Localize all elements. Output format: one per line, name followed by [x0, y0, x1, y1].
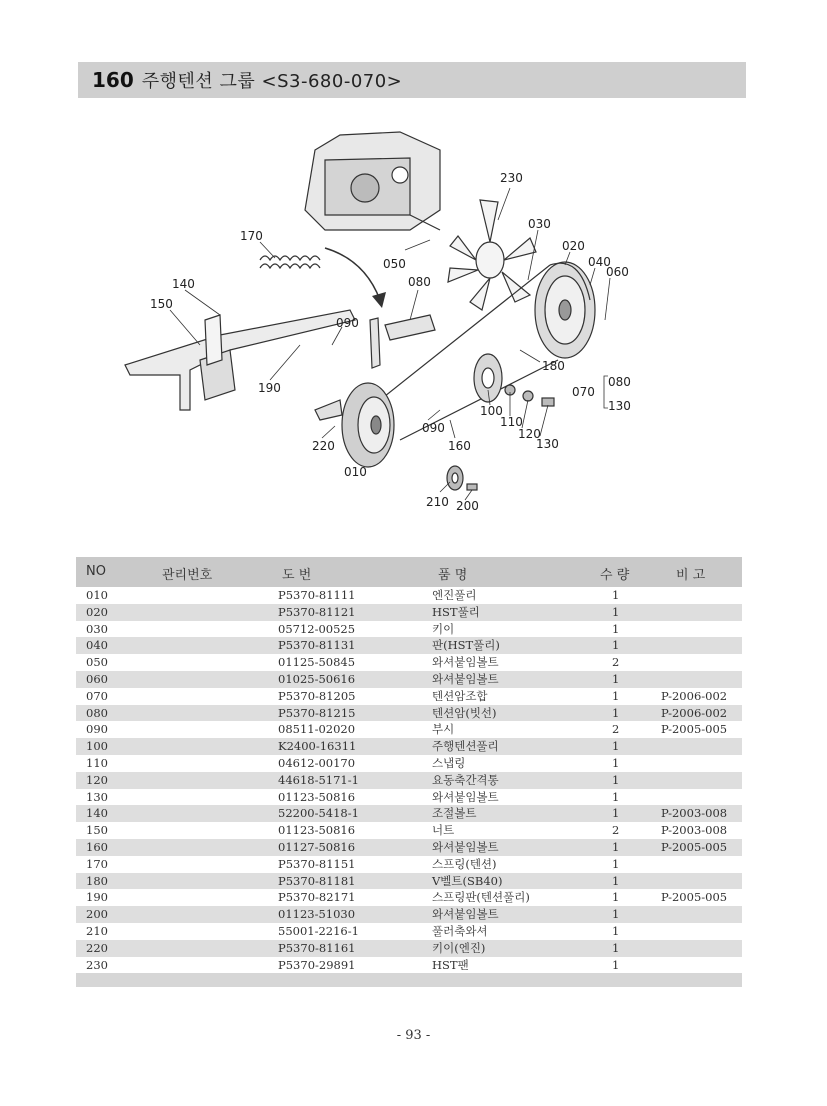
- cell-part-name: 스냅링: [432, 755, 466, 770]
- cell-part-name: 부시: [432, 722, 455, 737]
- cell-quantity: 2: [612, 823, 620, 838]
- callout-label: 080: [608, 375, 631, 389]
- cell-no: 100: [86, 739, 108, 754]
- callout-label: 080: [408, 275, 431, 289]
- col-no: NO: [86, 564, 106, 579]
- col-mgmt-no: 관리번호: [162, 568, 213, 583]
- callout-label: 030: [528, 217, 551, 231]
- cell-no: 220: [86, 940, 108, 955]
- cell-drawing-no: P5370-81215: [278, 705, 356, 720]
- cell-no: 230: [86, 957, 108, 972]
- cell-no: 190: [86, 890, 108, 905]
- callout-label: 150: [150, 297, 173, 311]
- table-row: [76, 940, 742, 957]
- cell-quantity: 1: [612, 588, 620, 602]
- cell-part-name: 엔진풀리: [432, 588, 477, 602]
- spring-170: [260, 256, 320, 268]
- col-quantity: 수 량: [600, 568, 630, 583]
- table-row: [76, 805, 742, 822]
- callout-label: 070: [572, 385, 595, 399]
- cell-drawing-no: 01025-50616: [278, 671, 356, 686]
- cell-part-name: 와셔붙임볼트: [432, 789, 499, 804]
- cell-quantity: 1: [612, 671, 620, 686]
- table-header: [76, 557, 742, 587]
- callout-label: 220: [312, 439, 335, 453]
- parts-table: [76, 557, 742, 987]
- table-row: [76, 738, 742, 755]
- cell-part-name: 와셔붙임볼트: [432, 839, 499, 854]
- callout-label: 130: [608, 399, 631, 413]
- cell-remarks: P-2006-002: [661, 705, 728, 720]
- callout-label: 170: [240, 229, 263, 243]
- section-title: 주행텐션 그룹 <S3-680-070>: [141, 71, 403, 92]
- cell-quantity: 1: [612, 940, 620, 955]
- table-row: [76, 839, 742, 856]
- page-number: - 93 -: [396, 1028, 431, 1043]
- table-row: [76, 789, 742, 806]
- cell-drawing-no: P5370-81131: [278, 638, 356, 653]
- cell-no: 090: [86, 722, 108, 737]
- cell-no: 180: [86, 873, 108, 888]
- cell-no: 200: [86, 907, 108, 922]
- cell-no: 080: [86, 705, 108, 720]
- callout-label: 110: [500, 415, 523, 429]
- callout-label: 120: [518, 427, 541, 441]
- cell-remarks: P-2003-008: [661, 823, 728, 838]
- table-row: [76, 604, 742, 621]
- table-row: [76, 923, 742, 940]
- cell-remarks: P-2003-008: [661, 806, 728, 821]
- cell-drawing-no: P5370-81151: [278, 856, 356, 871]
- cell-part-name: 와셔붙임볼트: [432, 907, 499, 922]
- cell-remarks: P-2005-005: [661, 722, 728, 737]
- callout-label: 230: [500, 171, 523, 185]
- section-number: 160: [92, 68, 134, 92]
- cell-quantity: 1: [612, 890, 620, 905]
- cell-drawing-no: P5370-81111: [278, 588, 356, 602]
- cell-quantity: 1: [612, 705, 620, 720]
- cell-part-name: 요동축간격통: [432, 772, 499, 787]
- cell-part-name: HST풀리: [432, 604, 480, 619]
- cell-part-name: 스프링판(텐션풀리): [432, 890, 530, 905]
- callout-label: 060: [606, 265, 629, 279]
- cell-remarks: P-2005-005: [661, 890, 728, 905]
- fan: [448, 200, 536, 310]
- cell-quantity: 1: [612, 856, 620, 871]
- table-row: [76, 822, 742, 839]
- cell-drawing-no: P5370-82171: [278, 890, 356, 905]
- cell-quantity: 1: [612, 957, 620, 972]
- callout-label: 010: [344, 465, 367, 479]
- cell-no: 210: [86, 923, 108, 938]
- cell-drawing-no: 05712-00525: [278, 621, 356, 636]
- callout-label: 100: [480, 404, 503, 418]
- cell-no: 120: [86, 772, 108, 787]
- callout-label: 090: [422, 421, 445, 435]
- cell-part-name: 텐션암(빗선): [432, 705, 497, 720]
- cell-part-name: 조절볼트: [432, 806, 477, 821]
- callout-label: 020: [562, 239, 585, 253]
- col-drawing-no: 도 번: [282, 568, 312, 583]
- cell-quantity: 1: [612, 839, 620, 854]
- cell-quantity: 1: [612, 873, 620, 888]
- callout-label: 190: [258, 381, 281, 395]
- callout-label: 130: [536, 437, 559, 451]
- cell-quantity: 1: [612, 604, 620, 619]
- table-row: [76, 957, 742, 974]
- cell-quantity: 2: [612, 655, 620, 670]
- table-row: [76, 873, 742, 890]
- cell-part-name: V벨트(SB40): [432, 873, 503, 888]
- cell-no: 040: [86, 638, 108, 653]
- callout-label: 090: [336, 316, 359, 330]
- cell-drawing-no: 01125-50845: [278, 655, 356, 670]
- callout-label: 210: [426, 495, 449, 509]
- cell-quantity: 2: [612, 722, 620, 737]
- cell-no: 050: [86, 655, 108, 670]
- col-remarks: 비 고: [676, 568, 706, 583]
- cell-no: 130: [86, 789, 108, 804]
- table-row: [76, 688, 742, 705]
- tension-arm: [370, 315, 435, 368]
- cell-quantity: 1: [612, 772, 620, 787]
- cell-drawing-no: 04612-00170: [278, 755, 356, 770]
- table-body: [76, 587, 742, 973]
- table-row: [76, 906, 742, 923]
- cell-no: 030: [86, 621, 108, 636]
- cell-no: 020: [86, 604, 108, 619]
- cell-drawing-no: 01127-50816: [278, 839, 356, 854]
- cell-drawing-no: P5370-29891: [278, 957, 356, 972]
- cell-drawing-no: P5370-81181: [278, 873, 356, 888]
- cell-no: 060: [86, 671, 108, 686]
- callout-label: 140: [172, 277, 195, 291]
- cell-drawing-no: 44618-5171-1: [278, 772, 359, 787]
- cell-part-name: 판(HST풀리): [432, 638, 500, 653]
- cell-quantity: 1: [612, 739, 620, 754]
- cell-no: 170: [86, 856, 108, 871]
- callout-label: 050: [383, 257, 406, 271]
- table-row: [76, 621, 742, 638]
- frame: [125, 310, 355, 410]
- cell-part-name: 와셔붙임볼트: [432, 655, 499, 670]
- table-row: [76, 671, 742, 688]
- cell-quantity: 1: [612, 923, 620, 938]
- engine-pulley: [315, 383, 394, 467]
- cell-drawing-no: 55001-2216-1: [278, 923, 359, 938]
- section-header: [78, 62, 746, 98]
- cell-no: 160: [86, 839, 108, 854]
- cell-part-name: HST팬: [432, 957, 469, 972]
- exploded-parts-diagram: [110, 120, 670, 530]
- col-part-name: 품 명: [438, 568, 468, 583]
- table-row: [76, 889, 742, 906]
- cell-quantity: 1: [612, 907, 620, 922]
- callout-label: 040: [588, 255, 611, 269]
- table-row: [76, 721, 742, 738]
- cell-no: 110: [86, 755, 108, 770]
- table-row: [76, 705, 742, 722]
- table-row: [76, 637, 742, 654]
- cell-no: 140: [86, 806, 108, 821]
- cell-drawing-no: 08511-02020: [278, 722, 356, 737]
- cell-drawing-no: P5370-81161: [278, 940, 356, 955]
- cell-drawing-no: 52200-5418-1: [278, 806, 359, 821]
- cell-drawing-no: P5370-81205: [278, 688, 356, 703]
- cell-quantity: 1: [612, 621, 620, 636]
- cell-drawing-no: K2400-16311: [278, 739, 357, 754]
- cell-quantity: 1: [612, 789, 620, 804]
- cell-drawing-no: P5370-81121: [278, 604, 356, 619]
- cell-drawing-no: 01123-50816: [278, 789, 356, 804]
- table-footer: [76, 973, 742, 987]
- table-row: [76, 587, 742, 604]
- cell-part-name: 와셔붙임볼트: [432, 671, 499, 686]
- cell-quantity: 1: [612, 688, 620, 703]
- cell-no: 070: [86, 688, 108, 703]
- cell-part-name: 키이: [432, 621, 455, 636]
- cell-part-name: 너트: [432, 823, 455, 838]
- cell-part-name: 텐션암조합: [432, 688, 488, 703]
- table-row: [76, 772, 742, 789]
- table-row: [76, 856, 742, 873]
- cell-part-name: 키이(엔진): [432, 940, 486, 955]
- cell-drawing-no: 01123-51030: [278, 907, 356, 922]
- assembly-arrow: [325, 248, 380, 300]
- cell-part-name: 풀러축와셔: [432, 923, 488, 938]
- hst-housing: [305, 132, 440, 230]
- cell-remarks: P-2006-002: [661, 688, 728, 703]
- cell-quantity: 1: [612, 638, 620, 653]
- table-row: [76, 755, 742, 772]
- cell-quantity: 1: [612, 755, 620, 770]
- table-row: [76, 654, 742, 671]
- callout-label: 200: [456, 499, 479, 513]
- cell-drawing-no: 01123-50816: [278, 823, 356, 838]
- cell-part-name: 주행텐션풀리: [432, 739, 499, 754]
- cell-no: 010: [86, 588, 108, 602]
- hst-pulley: [535, 262, 595, 358]
- cell-quantity: 1: [612, 806, 620, 821]
- cell-remarks: P-2005-005: [661, 839, 728, 854]
- callout-label: 180: [542, 359, 565, 373]
- cell-part-name: 스프링(텐션): [432, 856, 497, 871]
- callout-label: 160: [448, 439, 471, 453]
- washer-210: [447, 466, 477, 490]
- cell-no: 150: [86, 823, 108, 838]
